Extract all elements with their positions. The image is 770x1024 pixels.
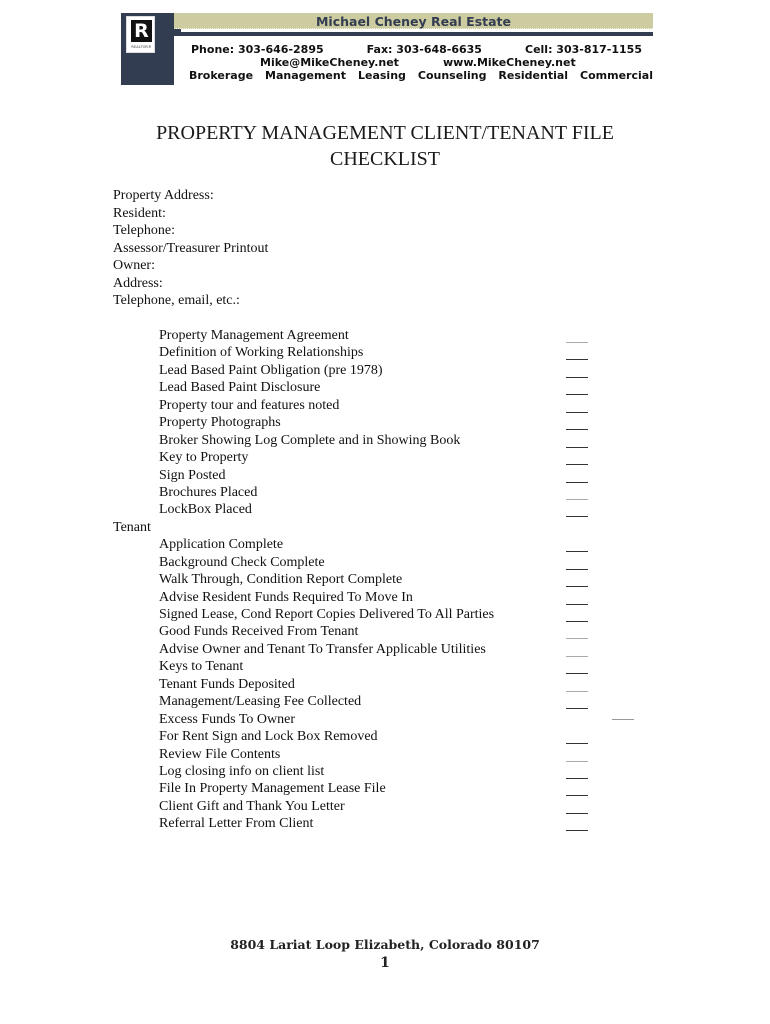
checklist-item	[113, 554, 653, 571]
check-blank[interactable]	[566, 382, 588, 395]
item-label: Lead Based Paint Disclosure	[159, 380, 321, 396]
checklist-item	[113, 327, 653, 344]
page-title	[130, 120, 640, 172]
check-blank[interactable]	[566, 574, 588, 587]
letterhead-divider-notch	[174, 29, 181, 36]
check-blank[interactable]	[612, 707, 634, 720]
item-label: Advise Owner and Tenant To Transfer Applicable Utilities	[159, 641, 486, 657]
realtor-logo	[126, 16, 155, 53]
item-label: Sign Posted	[159, 467, 226, 483]
check-blank[interactable]	[566, 731, 588, 744]
website: www.MikeCheney.net	[443, 56, 576, 69]
item-label: Excess Funds To Owner	[159, 711, 296, 727]
checklist-item	[113, 728, 653, 745]
check-blank[interactable]	[566, 749, 588, 762]
checklist-item	[113, 641, 653, 658]
service-residential: Residential	[498, 69, 569, 82]
item-label: Referral Letter From Client	[159, 816, 314, 832]
checklist-item	[113, 344, 653, 361]
check-blank[interactable]	[566, 679, 588, 692]
check-blank[interactable]	[566, 818, 588, 831]
item-label: Brochures Placed	[159, 484, 258, 500]
check-blank[interactable]	[566, 609, 588, 622]
check-blank[interactable]	[566, 644, 588, 657]
item-label: Review File Contents	[159, 746, 281, 762]
check-blank[interactable]	[566, 435, 588, 448]
field-address: Address:	[113, 275, 163, 291]
checklist-item	[113, 432, 653, 449]
field-owner: Owner:	[113, 258, 155, 273]
cell-number: Cell: 303-817-1155	[525, 43, 642, 56]
section-heading-tenant: Tenant	[113, 519, 151, 535]
item-label: Lead Based Paint Obligation (pre 1978)	[159, 362, 383, 378]
fax-number: Fax: 303-648-6635	[366, 43, 482, 56]
property-info-fields	[113, 187, 268, 310]
check-blank[interactable]	[566, 347, 588, 360]
check-blank[interactable]	[566, 487, 588, 500]
footer-address: 8804 Lariat Loop Elizabeth, Colorado 80107	[230, 937, 540, 952]
checklist-item	[113, 536, 653, 553]
item-label: Property tour and features noted	[159, 397, 340, 413]
letterhead	[121, 13, 653, 85]
item-label: Good Funds Received From Tenant	[159, 624, 359, 640]
check-blank[interactable]	[566, 539, 588, 552]
checklist-item	[113, 780, 653, 797]
item-label: Key to Property	[159, 450, 249, 466]
item-label: Keys to Tenant	[159, 659, 244, 675]
item-label: For Rent Sign and Lock Box Removed	[159, 729, 378, 745]
checklist-item	[113, 501, 653, 518]
checklist-item	[113, 589, 653, 606]
checklist-item	[113, 658, 653, 675]
item-label: Property Photographs	[159, 415, 281, 431]
service-management: Management	[265, 69, 346, 82]
title-line-2: CHECKLIST	[330, 148, 440, 170]
check-blank[interactable]	[566, 365, 588, 378]
check-blank[interactable]	[566, 330, 588, 343]
check-blank[interactable]	[566, 783, 588, 796]
checklist-item	[113, 693, 653, 710]
check-blank[interactable]	[566, 504, 588, 517]
check-blank[interactable]	[566, 626, 588, 639]
item-label: LockBox Placed	[159, 502, 252, 518]
item-label: Background Check Complete	[159, 554, 325, 570]
check-blank[interactable]	[566, 661, 588, 674]
checklist-item	[113, 763, 653, 780]
check-blank[interactable]	[566, 801, 588, 814]
page-number: 1	[380, 955, 390, 971]
field-telephone: Telephone:	[113, 223, 175, 238]
item-label: Walk Through, Condition Report Complete	[159, 572, 403, 588]
check-blank[interactable]	[566, 470, 588, 483]
checklist-item	[113, 606, 653, 623]
checklist-item	[113, 414, 653, 431]
item-label: Management/Leasing Fee Collected	[159, 694, 362, 710]
item-label: File In Property Management Lease File	[159, 781, 386, 797]
service-commercial: Commercial	[580, 69, 653, 82]
realtor-r-icon: R	[131, 20, 152, 42]
company-name: Michael Cheney Real Estate	[315, 14, 512, 29]
checklist-item	[113, 711, 653, 728]
item-label: Tenant Funds Deposited	[159, 676, 295, 692]
item-label: Definition of Working Relationships	[159, 345, 364, 361]
service-leasing: Leasing	[357, 69, 406, 82]
checklist-item	[113, 798, 653, 815]
checklist-item	[113, 484, 653, 501]
item-label: Advise Resident Funds Required To Move In	[159, 589, 413, 605]
checklist	[113, 327, 653, 833]
title-line-1: PROPERTY MANAGEMENT CLIENT/TENANT FILE	[156, 122, 614, 144]
check-blank[interactable]	[566, 400, 588, 413]
field-resident: Resident:	[113, 205, 166, 221]
checklist-item	[113, 379, 653, 396]
realtor-caption: REALTOR®	[131, 45, 152, 49]
checklist-item	[113, 397, 653, 414]
item-label: Signed Lease, Cond Report Copies Delivered To All Parties	[159, 607, 495, 622]
item-label: Log closing info on client list	[159, 763, 325, 779]
checklist-item	[113, 815, 653, 832]
check-blank[interactable]	[566, 696, 588, 709]
services-row	[181, 69, 653, 82]
service-counseling: Counseling	[417, 69, 487, 82]
check-blank[interactable]	[566, 592, 588, 605]
field-property-address: Property Address:	[113, 188, 214, 203]
checklist-item	[113, 449, 653, 466]
email-address: Mike@MikeCheney.net	[260, 56, 399, 69]
checklist-item	[113, 362, 653, 379]
letterhead-divider	[181, 32, 653, 36]
checklist-item	[113, 623, 653, 640]
checklist-item	[113, 467, 653, 484]
service-brokerage: Brokerage	[189, 69, 254, 82]
check-blank[interactable]	[566, 766, 588, 779]
check-blank[interactable]	[566, 557, 588, 570]
checklist-item	[113, 571, 653, 588]
field-assessor-printout: Assessor/Treasurer Printout	[113, 240, 269, 256]
item-label: Application Complete	[159, 537, 284, 553]
item-label: Client Gift and Thank You Letter	[159, 798, 345, 814]
contact-row	[181, 43, 653, 56]
checklist-item	[113, 676, 653, 693]
check-blank[interactable]	[566, 452, 588, 465]
phone-number: Phone: 303-646-2895	[191, 43, 324, 56]
item-label: Property Management Agreement	[159, 328, 349, 343]
item-label: Broker Showing Log Complete and in Showing Book	[159, 432, 461, 448]
checklist-item	[113, 746, 653, 763]
field-telephone-email: Telephone, email, etc.:	[113, 293, 240, 308]
check-blank[interactable]	[566, 417, 588, 430]
